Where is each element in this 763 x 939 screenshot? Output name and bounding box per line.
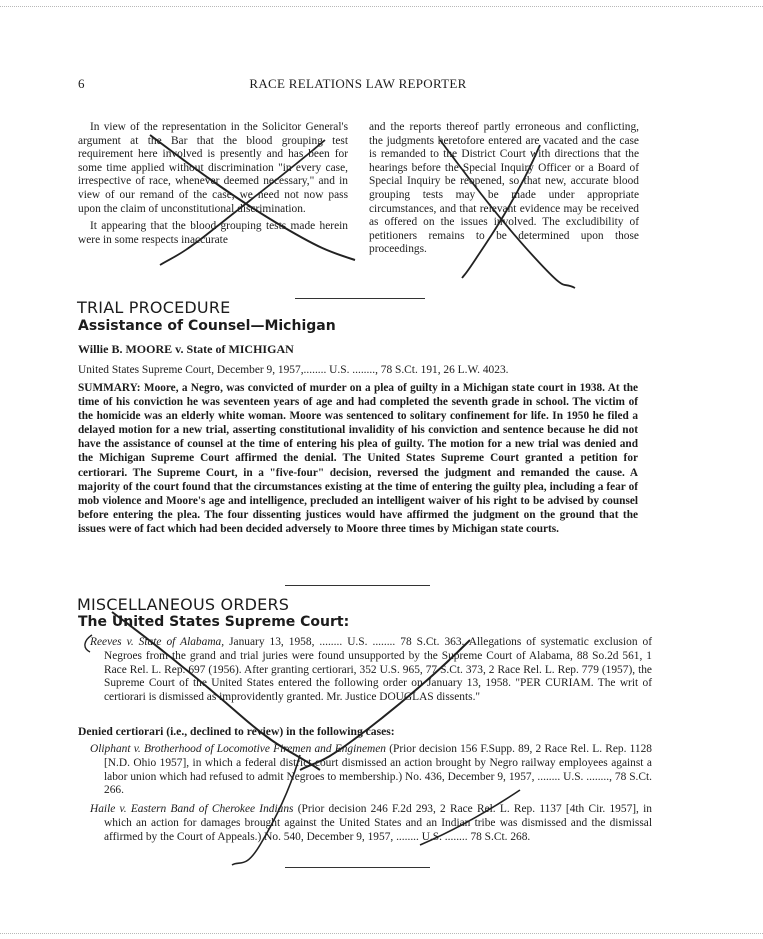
summary-text: Moore, a Negro, was convicted of murder on a plea of guilty in a Michigan state court in 1938. At the time of his conviction he was seventeen years of age and had completed the seventh grade in school. The victim of the homicide was an elderly white woman. Moore was sentenced to solitary confinement for life. In 1950 he filed a delayed motion for a new trial, asserting constitutional invalidity of his conviction and sentence because he did not have the assistance of counsel at the time of entering his plea of guilty. The motion for a new trial was denied and the Michigan Supreme Court affirmed the denial. The United States Supreme Court granted a petition for certiorari. The Supreme Court, in a "five-four" decision, reversed the judgment and remanded the cause. A majority of the court found that the circumstances existing at the time of entering the guilty plea, including a fear of mob violence and Moore's age and intelligence, precluded an intelligent waiver of his right to be advised by counsel before entering the plea. The four dissenting justices would have affirmed the judgment on the ground that the issues were of fact which had been decided adversely to Moore three times by Michigan state courts. xyxy=(78,382,639,535)
reeves-entry xyxy=(90,636,652,705)
left-column xyxy=(78,121,348,247)
bottom-scan-edge xyxy=(0,933,763,934)
running-head: RACE RELATIONS LAW REPORTER xyxy=(249,76,467,91)
trial-section-title: TRIAL PROCEDURE xyxy=(77,298,231,317)
misc-section-subtitle: The United States Supreme Court: xyxy=(78,614,350,630)
case-title: Willie B. MOORE v. State of MICHIGAN xyxy=(78,342,294,356)
misc-section-title: MISCELLANEOUS ORDERS xyxy=(77,595,290,614)
case-summary xyxy=(78,381,638,536)
page-number: 6 xyxy=(78,76,85,91)
page-header xyxy=(78,76,638,94)
summary-label: SUMMARY: xyxy=(78,382,141,394)
section-divider-1 xyxy=(295,298,425,299)
right-paragraph-1: and the reports thereof partly erroneous and conflicting, the judgments heretofore entered are vacated and the case is remanded to the District Court with directions that the hearings before the Special Inquiry Officer or a Board of Special Inquiry be reopened, so that new, accurate blood grouping tests may be made under appropriate circumstances, and that relevant evidence may be received as offered on the issues involved. The excludibility of petitioners remains to be determined upon those proceedings. xyxy=(369,121,639,256)
reeves-text: January 13, 1958, ........ U.S. ........ 78 S.Ct. 363. Allegations of systematic exclusion of Negroes from the grand and trial juries were found unsupported by the Supreme Court of Alabama, 88 So.2d 561, 1 Race Rel. L. Rep. 697 (1956). After granting certiorari, 352 U.S. 965, 77 S.Ct. 373, 2 Race Rel. L. Rep. 779 (1957), the Supreme Court of the United States entered the following order on January 13, 1958. "PER CURIAM. The writ of certiorari is dismissed as improvidently granted. Mr. Justice DOUGLAS dissents." xyxy=(104,636,653,704)
denied-certiorari-label: Denied certiorari (i.e., declined to review) in the following cases: xyxy=(78,725,395,738)
top-scan-edge xyxy=(0,6,763,7)
oliphant-entry xyxy=(90,743,652,798)
oliphant-text: (Prior decision 156 F.Supp. 89, 2 Race Rel. L. Rep. 1128 [N.D. Ohio 1957], in which a federal district court dismissed an action brought by Negro railway employees against a labor union which had refused to admit Negroes to membership.) No. 436, December 9, 1957, ........ U.S. ........, 78 S.Ct. 266. xyxy=(104,743,652,797)
reeves-case-name: Reeves v. State of Alabama, xyxy=(90,636,225,648)
haile-case-name: Haile v. Eastern Band of Cherokee Indians xyxy=(90,803,294,815)
case-citation: United States Supreme Court, December 9, 1957,........ U.S. ........, 78 S.Ct. 191, 26 L.W. 4023. xyxy=(78,364,509,376)
left-paragraph-1: In view of the representation in the Solicitor General's argument at the Bar that the blood grouping test requirement here involved is presently and has been for some time applied without discrimination "in every case, irrespective of race, whenever deemed necessary," and in view of our remand of the case, we need not now pass upon the claim of unconstitutional discrimination. xyxy=(78,121,348,215)
left-paragraph-2: It appearing that the blood grouping tests made herein were in some respects inaccurate xyxy=(78,220,348,246)
section-divider-3 xyxy=(285,867,430,868)
oliphant-case-name: Oliphant v. Brotherhood of Locomotive Firemen and Enginemen xyxy=(90,743,386,755)
haile-entry xyxy=(90,803,652,844)
right-column xyxy=(369,121,639,257)
haile-text: (Prior decision 246 F.2d 293, 2 Race Rel. L. Rep. 1137 [4th Cir. 1957], in which an action for damages brought against the United States and an Indian tribe was dismissed and the dismissal affirmed by the Court of Appeals.) No. 540, December 9, 1957, ........ U.S. ........ 78 S.Ct. 268. xyxy=(104,803,652,843)
section-divider-2 xyxy=(285,585,430,586)
trial-section-subtitle: Assistance of Counsel—Michigan xyxy=(78,318,336,334)
